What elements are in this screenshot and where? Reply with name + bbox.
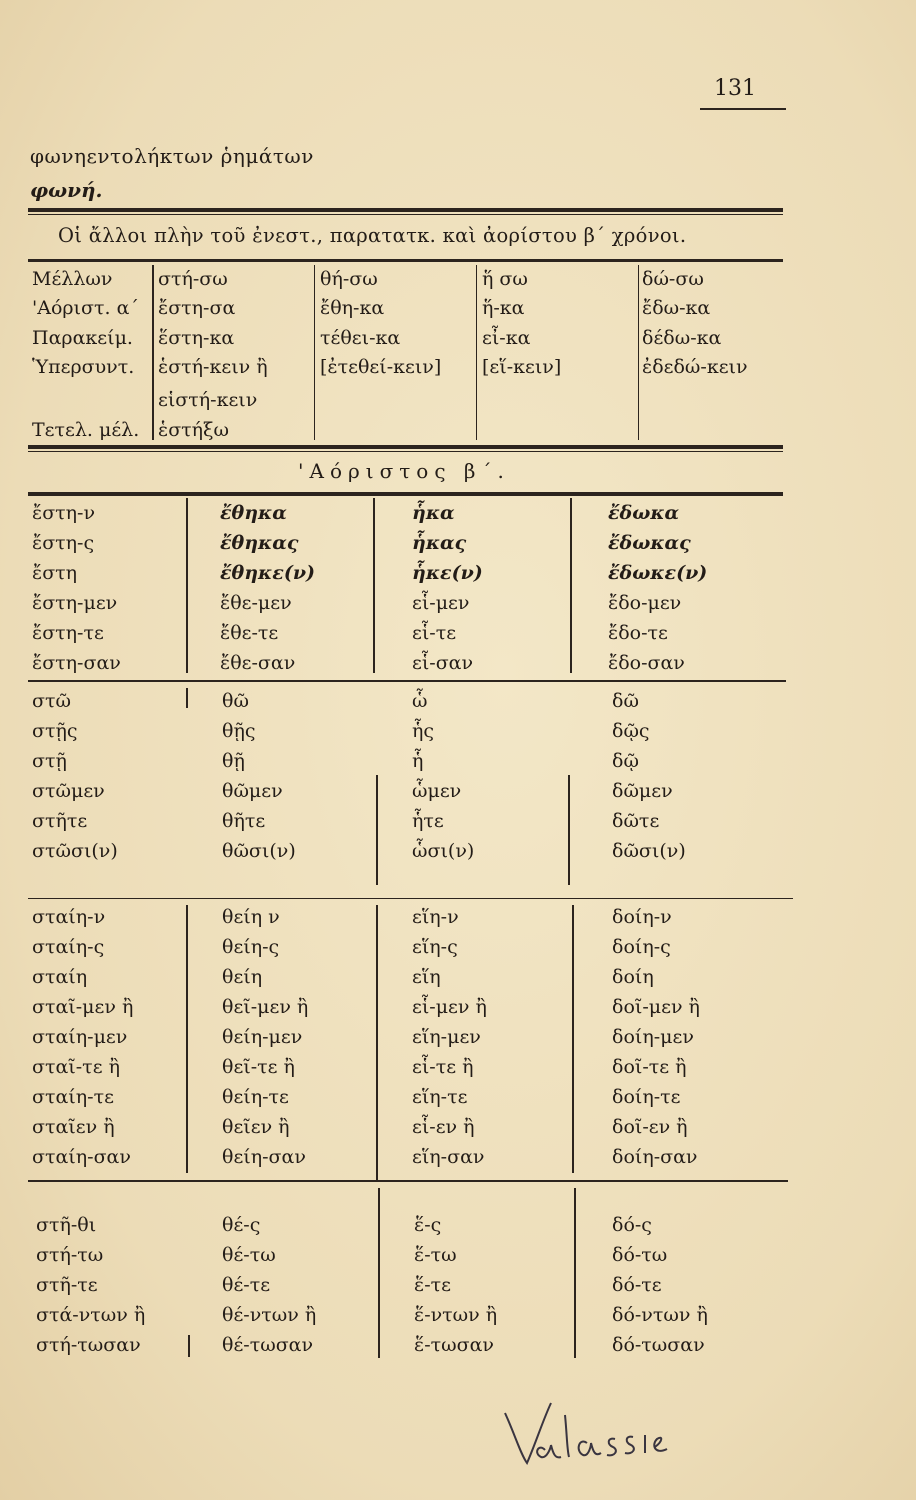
- optative-cell: σταίη-τε: [32, 1086, 114, 1108]
- tense-cell: ἑστήξω: [158, 419, 230, 441]
- optative-cell: δοῖ-εν ἢ: [612, 1116, 688, 1138]
- optative-cell: δοῖ-μεν ἢ: [612, 996, 700, 1018]
- heading-line-2: φωνή.: [30, 178, 103, 202]
- tense-cell: στή-σω: [158, 268, 228, 290]
- tense-label: 'Αόριστ. α΄: [32, 297, 139, 319]
- imperative-cell: στή-τω: [36, 1244, 104, 1266]
- indicative-cell: ἧκας: [412, 532, 467, 554]
- optative-cell: σταῖεν ἢ: [32, 1116, 115, 1138]
- optative-cell: σταίη: [32, 966, 88, 988]
- imperative-cell: δό-ς: [612, 1214, 652, 1236]
- imp-col-sep-3: [574, 1188, 576, 1358]
- optative-cell: θεῖ-τε ἢ: [222, 1056, 295, 1078]
- indicative-cell: ἔστη-σαν: [32, 652, 121, 674]
- optative-cell: σταίη-ν: [32, 906, 106, 928]
- indicative-cell: ἔδο-τε: [608, 622, 668, 644]
- tense-label: Παρακείμ.: [32, 327, 133, 349]
- optative-cell: δοῖ-τε ἢ: [612, 1056, 687, 1078]
- indicative-cell: ἔδο-σαν: [608, 652, 685, 674]
- optative-cell: θείη ν: [222, 906, 280, 928]
- top-double-rule-2: [28, 214, 783, 215]
- tense-cell: εἶ-κα: [482, 327, 531, 349]
- tense-cell: ἥ-κα: [482, 297, 525, 319]
- optative-cell: θείη-ς: [222, 936, 280, 958]
- tense-cell: θή-σω: [320, 268, 378, 290]
- optative-cell: εἵη-ς: [412, 936, 458, 958]
- imperative-cell: θέ-τω: [222, 1244, 276, 1266]
- indicative-cell: ἧκε(ν): [412, 562, 483, 584]
- indicative-cell: ἔδωκα: [608, 502, 680, 524]
- tense-label: Τετελ. μέλ.: [32, 419, 140, 441]
- subjunctive-cell: ὧ: [412, 690, 428, 712]
- tense-label: Μέλλων: [32, 268, 113, 290]
- subjunctive-cell: ὧμεν: [412, 780, 462, 802]
- tenses-top-rule: [28, 259, 783, 262]
- aorist-col-sep-2: [373, 498, 375, 673]
- tense-cell: ἐδεδώ-κειν: [642, 356, 748, 378]
- subjunctive-cell: θῇς: [222, 720, 256, 742]
- imperative-cell: δό-τω: [612, 1244, 668, 1266]
- imperative-cell: θέ-ς: [222, 1214, 261, 1236]
- indicative-cell: ἔστη-ν: [32, 502, 96, 524]
- optative-cell: δοίη-ς: [612, 936, 671, 958]
- optative-cell: δοίη-τε: [612, 1086, 681, 1108]
- imperative-cell: στῆ-θι: [36, 1214, 97, 1236]
- subjunctive-cell: θῶσι(ν): [222, 840, 296, 862]
- optative-cell: εἵη: [412, 966, 441, 988]
- tenses-bottom-rule: [28, 445, 783, 449]
- subj-col-sep-1: [186, 688, 188, 708]
- tense-cell: ἔστη-σα: [158, 297, 236, 319]
- indicative-cell: ἔστη-μεν: [32, 592, 118, 614]
- tense-cell: ἔθη-κα: [320, 297, 385, 319]
- indicative-cell: εἷ-τε: [412, 622, 457, 644]
- sep-subjunctive-optative: [28, 898, 793, 899]
- sep-indicative-subjunctive: [28, 680, 786, 682]
- aorist-col-sep-3: [570, 498, 572, 673]
- imperative-cell: ἕ-τε: [414, 1274, 451, 1296]
- optative-cell: δοίη-μεν: [612, 1026, 694, 1048]
- imperative-cell: ἕ-τω: [414, 1244, 457, 1266]
- subjunctive-cell: ὧσι(ν): [412, 840, 475, 862]
- optative-cell: δοίη: [612, 966, 654, 988]
- subjunctive-cell: δῷ: [612, 750, 639, 772]
- indicative-cell: ἔθε-σαν: [220, 652, 296, 674]
- tense-cell: ἔδω-κα: [642, 297, 711, 319]
- subjunctive-cell: δῶμεν: [612, 780, 673, 802]
- optative-cell: δοίη-ν: [612, 906, 672, 928]
- imperative-cell: δό-ντων ἢ: [612, 1304, 708, 1326]
- tense-cell: ἑστή-κειν ἢ: [158, 356, 268, 378]
- indicative-cell: ἔθε-μεν: [220, 592, 292, 614]
- subjunctive-cell: θῆτε: [222, 810, 266, 832]
- optative-cell: σταῖ-τε ἢ: [32, 1056, 120, 1078]
- subj-col-sep-3: [568, 775, 570, 885]
- aorist-title: 'Αόριστος β΄.: [298, 459, 510, 483]
- sep-optative-imperative: [28, 1180, 788, 1182]
- subjunctive-cell: στῶ: [32, 690, 71, 712]
- optative-cell: εἷ-τε ἢ: [412, 1056, 474, 1078]
- indicative-cell: εἷ-μεν: [412, 592, 470, 614]
- optative-cell: εἵη-μεν: [412, 1026, 481, 1048]
- tense-label: Ὑπερσυντ.: [32, 356, 135, 378]
- imperative-cell: δό-τωσαν: [612, 1334, 705, 1356]
- indicative-cell: ἔστη: [32, 562, 78, 584]
- imperative-cell: ἕ-ντων ἢ: [414, 1304, 498, 1326]
- subjunctive-cell: θῶμεν: [222, 780, 283, 802]
- optative-cell: σταίη-σαν: [32, 1146, 131, 1168]
- subjunctive-cell: ἧ: [412, 750, 424, 772]
- indicative-cell: ἔθηκε(ν): [220, 562, 315, 584]
- tense-cell: [εἵ-κειν]: [482, 356, 562, 378]
- top-double-rule: [28, 208, 783, 212]
- imperative-cell: ἕ-τωσαν: [414, 1334, 494, 1356]
- subjunctive-cell: στῇ: [32, 750, 67, 772]
- optative-cell: θεῖεν ἢ: [222, 1116, 290, 1138]
- indicative-cell: ἔδωκε(ν): [608, 562, 708, 584]
- imp-col-sep-1: [188, 1335, 190, 1357]
- tense-cell: δώ-σω: [642, 268, 704, 290]
- subjunctive-cell: θῶ: [222, 690, 249, 712]
- subjunctive-cell: δῷς: [612, 720, 650, 742]
- subjunctive-cell: στῶμεν: [32, 780, 105, 802]
- subjunctive-cell: δῶσι(ν): [612, 840, 686, 862]
- subjunctive-cell: ἧτε: [412, 810, 444, 832]
- subjunctive-cell: δῶ: [612, 690, 639, 712]
- opt-col-sep-3: [572, 905, 574, 1173]
- subheading: Οἱ ἄλλοι πλὴν τοῦ ἐνεστ., παρατατκ. καὶ ἀορίστου β΄ χρόνοι.: [58, 224, 687, 247]
- tense-cell: δέδω-κα: [642, 327, 722, 349]
- optative-cell: εἵη-τε: [412, 1086, 468, 1108]
- opt-col-sep-2: [376, 905, 378, 1180]
- indicative-cell: ἧκα: [412, 502, 455, 524]
- indicative-cell: ἔστη-τε: [32, 622, 104, 644]
- imperative-cell: στῆ-τε: [36, 1274, 98, 1296]
- page-number-rule: [700, 108, 786, 110]
- optative-cell: θείη-σαν: [222, 1146, 306, 1168]
- opt-col-sep-1: [186, 905, 188, 1173]
- aorist-col-sep-1: [186, 498, 188, 673]
- imperative-cell: στά-ντων ἢ: [36, 1304, 146, 1326]
- indicative-cell: ἔδο-μεν: [608, 592, 682, 614]
- imperative-cell: θέ-ντων ἢ: [222, 1304, 317, 1326]
- optative-cell: εἵη-σαν: [412, 1146, 485, 1168]
- tense-cell: εἱστή-κειν: [158, 389, 258, 411]
- optative-cell: θείη-τε: [222, 1086, 289, 1108]
- indicative-cell: ἔθηκας: [220, 532, 299, 554]
- imp-col-sep-2: [378, 1188, 380, 1358]
- optative-cell: σταίη-μεν: [32, 1026, 128, 1048]
- aorist-top-rule: [28, 492, 783, 496]
- imperative-cell: στή-τωσαν: [36, 1334, 141, 1356]
- imperative-cell: ἕ-ς: [414, 1214, 442, 1236]
- handwritten-signature: [495, 1395, 675, 1475]
- optative-cell: εἵη-ν: [412, 906, 459, 928]
- tenses-bottom-rule-2: [28, 451, 783, 452]
- indicative-cell: εἷ-σαν: [412, 652, 474, 674]
- indicative-cell: ἔδωκας: [608, 532, 691, 554]
- subjunctive-cell: ἧς: [412, 720, 435, 742]
- tenses-col-sep-2: [314, 265, 315, 440]
- optative-cell: σταῖ-μεν ἢ: [32, 996, 134, 1018]
- heading-line-1: φωνηεντολήκτων ῥημάτων: [30, 144, 314, 168]
- tense-cell: ἥ σω: [482, 268, 528, 290]
- optative-cell: θείη-μεν: [222, 1026, 303, 1048]
- imperative-cell: θέ-τωσαν: [222, 1334, 314, 1356]
- optative-cell: εἷ-εν ἢ: [412, 1116, 475, 1138]
- tenses-col-sep-3: [476, 265, 477, 440]
- subj-col-sep-2: [376, 775, 378, 885]
- indicative-cell: ἔθε-τε: [220, 622, 279, 644]
- optative-cell: σταίη-ς: [32, 936, 105, 958]
- page-number: 131: [714, 76, 756, 101]
- indicative-cell: ἔθηκα: [220, 502, 287, 524]
- optative-cell: δοίη-σαν: [612, 1146, 698, 1168]
- optative-cell: εἷ-μεν ἢ: [412, 996, 487, 1018]
- tense-cell: τέθει-κα: [320, 327, 401, 349]
- subjunctive-cell: στῆτε: [32, 810, 88, 832]
- optative-cell: θεῖ-μεν ἢ: [222, 996, 309, 1018]
- subjunctive-cell: στῇς: [32, 720, 78, 742]
- subjunctive-cell: στῶσι(ν): [32, 840, 118, 862]
- subjunctive-cell: δῶτε: [612, 810, 660, 832]
- subjunctive-cell: θῇ: [222, 750, 245, 772]
- imperative-cell: θέ-τε: [222, 1274, 271, 1296]
- tenses-col-sep-1: [152, 265, 154, 440]
- indicative-cell: ἔστη-ς: [32, 532, 95, 554]
- tenses-col-sep-4: [638, 265, 639, 440]
- optative-cell: θείη: [222, 966, 263, 988]
- imperative-cell: δό-τε: [612, 1274, 662, 1296]
- tense-cell: ἕστη-κα: [158, 327, 235, 349]
- tense-cell: [ἐτεθεί-κειν]: [320, 356, 442, 378]
